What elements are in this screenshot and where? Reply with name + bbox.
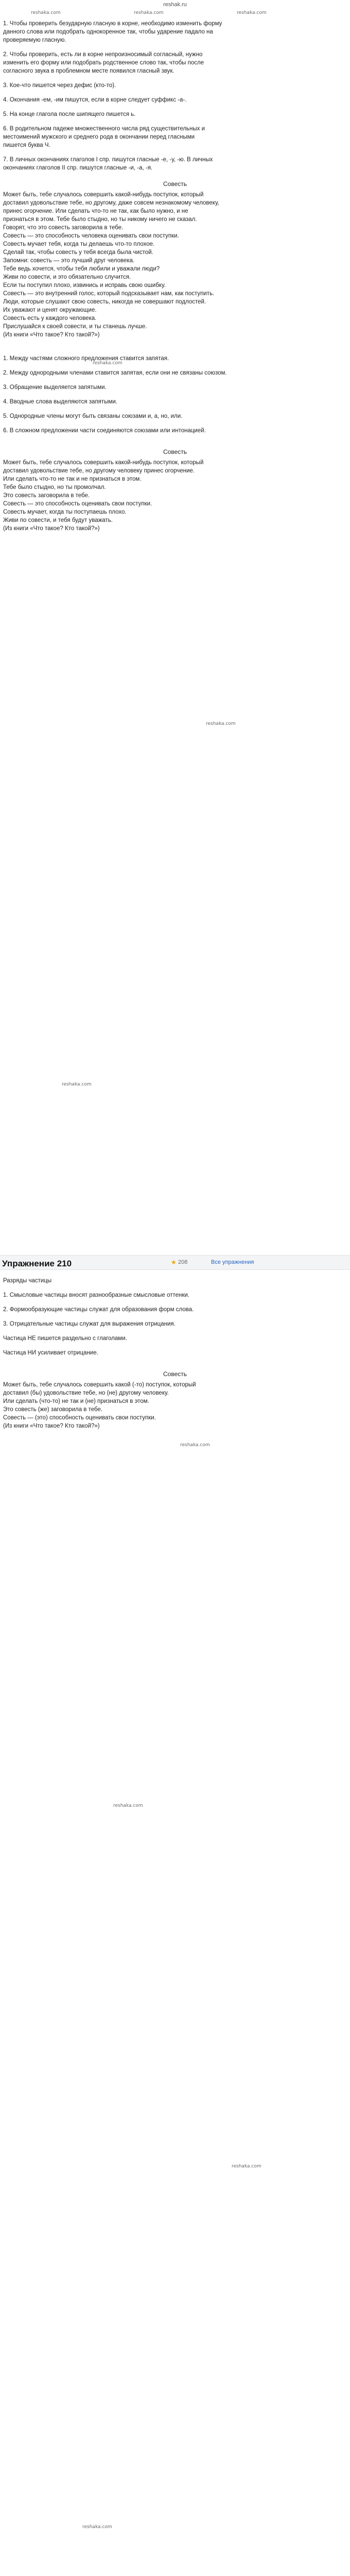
text-line: Совесть мучает, когда ты поступаешь плохо.	[3, 509, 127, 515]
text-line: 5. Однородные члены могут быть связаны союзами и, а, но, или.	[3, 413, 183, 419]
text-line: Разряды частицы	[3, 1278, 52, 1284]
text-line: Частица НЕ пишется раздельно с глаголами.	[3, 1335, 127, 1342]
watermark: reshaka.com	[134, 10, 164, 15]
text-line: доставил удовольствие тебе, но другому, даже совсем незнакомому человеку,	[3, 200, 219, 206]
watermark: reshaka.com	[31, 10, 61, 15]
text-line: 6. В родительном падеже множественного числа ряд существительных и	[3, 126, 205, 132]
text-line: признаться в этом. Тебе было стыдно, но ты никому ничего не сказал.	[3, 216, 197, 223]
text-line: данного слова или подобрать однокоренное так, чтобы ударение падало на	[3, 29, 213, 35]
text-line: доставил удовольствие тебе, но другому человеку принес огорчение.	[3, 468, 195, 474]
rating-count: 208	[178, 1259, 188, 1265]
text-line: доставил (бы) удовольствие тебе, но (не) другому человеку.	[3, 1390, 169, 1396]
text-line: Тебе было стыдно, но ты промолчал.	[3, 484, 106, 490]
text-line: Люди, которые слушают свою совесть, никогда не совершают подлостей.	[3, 299, 206, 305]
text-line: Запомни: совесть — это лучший друг человека.	[3, 258, 135, 264]
text-line: местоимений мужского и среднего рода в окончании перед гласными	[3, 134, 195, 140]
text-line: Совесть мучает тебя, когда ты делаешь что-то плохое.	[3, 241, 155, 247]
text-line: 5. На конце глагола после шипящего пишется ь.	[3, 111, 136, 117]
watermark: reshaka.com	[62, 1082, 92, 1087]
text-line: Говорят, что это совесть заговорила в тебе.	[3, 225, 124, 231]
text-line: 1. Между частями сложного предложения ставится запятая.	[3, 355, 169, 362]
star-icon[interactable]: ★	[171, 1259, 177, 1266]
text-line: 3. Отрицательные частицы служат для выражения отрицания.	[3, 1321, 176, 1327]
text-line: Живи по совести, и тебя будут уважать.	[3, 517, 113, 523]
section-title: Совесть	[163, 1370, 187, 1378]
all-exercises-link[interactable]: Все упражнения	[211, 1259, 254, 1265]
text-line: (Из книги «Что такое? Кто такой?»)	[3, 1423, 100, 1429]
text-line: 2. Чтобы проверить, есть ли в корне непроизносимый согласный, нужно	[3, 52, 203, 58]
text-line: пишется буква Ч.	[3, 142, 50, 148]
text-line: 3. Обращение выделяется запятыми.	[3, 384, 107, 391]
text-line: Их уважают и ценят окружающие.	[3, 307, 97, 313]
text-line: согласного звука в проблемном месте появился гласный звук.	[3, 68, 174, 74]
text-line: 2. Формообразующие частицы служат для образования форм слова.	[3, 1307, 194, 1313]
text-line: 4. Окончания -ем, -им пишутся, если в корне следует суффикс -а-.	[3, 97, 187, 103]
watermark: reshaka.com	[232, 2164, 261, 2169]
text-line: (Из книги «Что такое? Кто такой?»)	[3, 526, 100, 532]
text-line: Совесть — это внутренний голос, который подсказывает нам, как поступить.	[3, 291, 215, 297]
text-line: Частица НИ усиливает отрицание.	[3, 1350, 98, 1356]
watermark: reshaka.com	[237, 10, 267, 15]
text-line: изменить его форму или подобрать родственное слово так, чтобы после	[3, 60, 204, 66]
exercise-header	[0, 1255, 350, 1270]
text-line: 4. Вводные слова выделяются запятыми.	[3, 399, 117, 405]
text-line: Совесть — это способность оценивать свои поступки.	[3, 501, 152, 507]
text-line: 6. В сложном предложении части соединяются союзами или интонацией.	[3, 428, 206, 434]
text-line: Или сделать (что-то) не так и (не) признаться в этом.	[3, 1398, 149, 1404]
text-line: Совесть — (это) способность оценивать свои поступки.	[3, 1415, 156, 1421]
text-line: Может быть, тебе случалось совершить какой-нибудь поступок, который	[3, 460, 204, 466]
text-line: окончаниях глаголов II спр. пишутся гласные -и, -а, -я.	[3, 165, 153, 171]
text-line: Сделай так, чтобы совесть у тебя всегда была чистой.	[3, 249, 153, 256]
text-line: 1. Чтобы проверить безударную гласную в корне, необходимо изменить форму	[3, 21, 222, 27]
watermark: reshaka.com	[180, 1443, 210, 1448]
text-line: 7. В личных окончаниях глаголов I спр. пишутся гласные -е, -у, -ю. В личных	[3, 157, 213, 163]
text-line: Или сделать что-то не так и не признаться в этом.	[3, 476, 142, 482]
site-title[interactable]: reshak.ru	[163, 2, 187, 8]
text-line: (Из книги «Что такое? Кто такой?»)	[3, 332, 100, 338]
watermark: reshaka.com	[82, 2524, 112, 2530]
text-line: Это совесть (же) заговорила в тебе.	[3, 1406, 103, 1413]
watermark: reshaka.com	[206, 721, 236, 726]
text-line: Если ты поступил плохо, извинись и исправь свою ошибку.	[3, 282, 166, 289]
text-line: Может быть, тебе случалось совершить какой-нибудь поступок, который	[3, 192, 204, 198]
text-line: Совесть — это способность человека оценивать свои поступки.	[3, 233, 179, 239]
text-line: Живи по совести, и это обязательно случится.	[3, 274, 131, 280]
text-line: проверяемую гласную.	[3, 37, 66, 43]
exercise-title: Упражнение 210	[2, 1259, 72, 1268]
text-line: принес огорчение. Или сделать что-то не так, как было нужно, и не	[3, 208, 188, 214]
text-line: 1. Смысловые частицы вносят разнообразные смысловые оттенки.	[3, 1292, 190, 1298]
text-line: Может быть, тебе случалось совершить какой (-то) поступок, который	[3, 1382, 196, 1388]
section-title: Совесть	[163, 180, 187, 188]
text-line: 3. Кое-что пишется через дефис (кто-то).	[3, 82, 116, 89]
text-line: Совесть есть у каждого человека.	[3, 315, 97, 321]
watermark: reshaka.com	[93, 361, 122, 366]
text-line: 2. Между однородными членами ставится запятая, если они не связаны союзом.	[3, 370, 227, 376]
watermark: reshaka.com	[113, 1803, 143, 1808]
text-line: Это совесть заговорила в тебе.	[3, 493, 90, 499]
text-line: Тебе ведь хочется, чтобы тебя любили и уважали люди?	[3, 266, 160, 272]
section-title: Совесть	[163, 448, 187, 455]
text-line: Прислушайся к своей совести, и ты станешь лучше.	[3, 324, 147, 330]
